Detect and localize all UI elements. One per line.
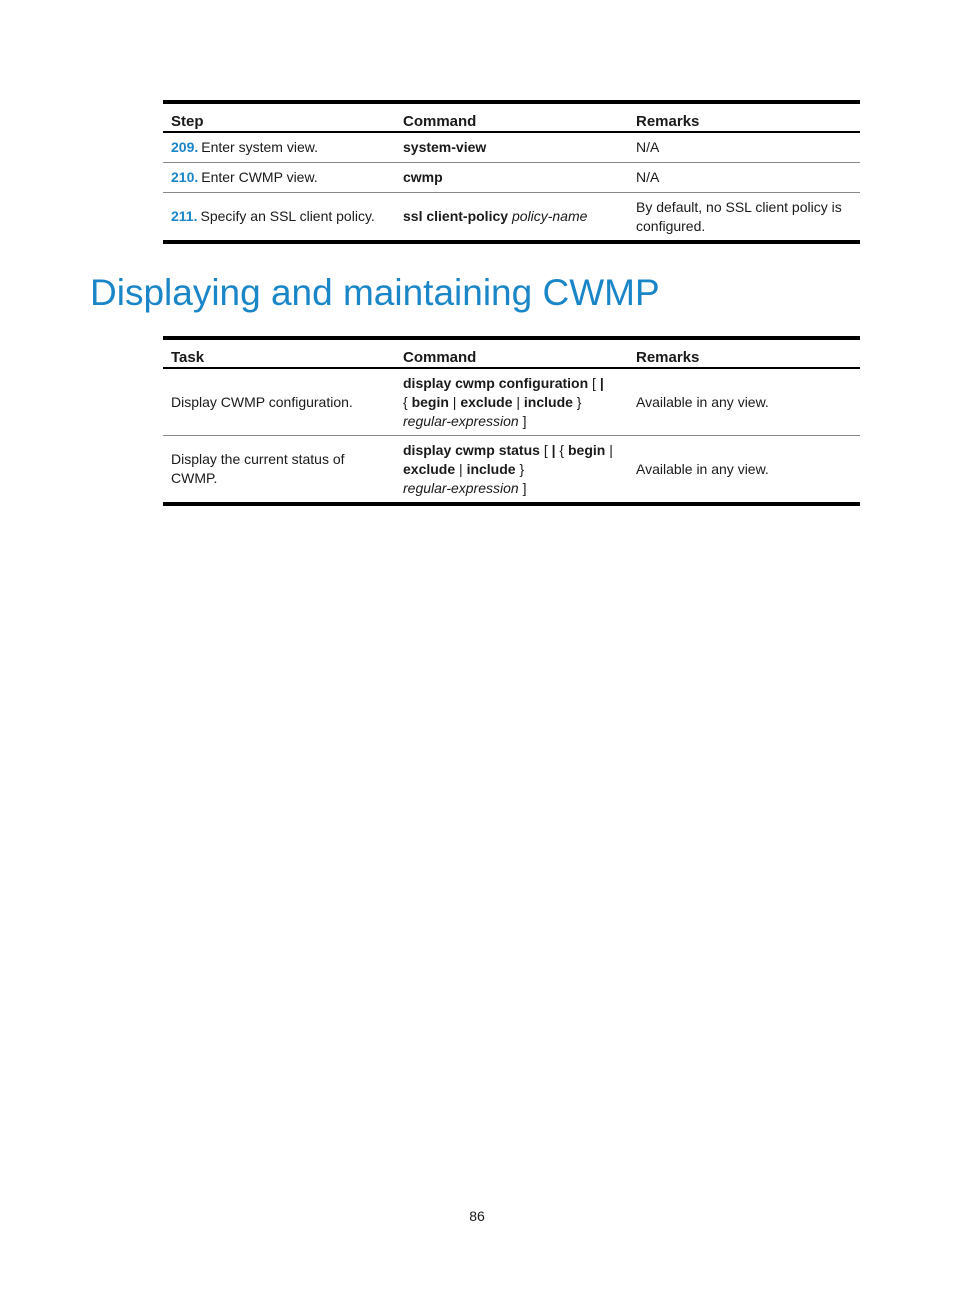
command-keyword: ssl client-policy [403, 208, 509, 224]
header-remarks: Remarks [636, 113, 700, 130]
command-bracket: [ [539, 441, 552, 458]
step-cell [163, 163, 395, 193]
command-keyword: include [466, 460, 516, 477]
command-keyword: begin [568, 441, 606, 458]
task-cell: Display CWMP configuration. [171, 393, 353, 410]
table-row [163, 436, 860, 505]
command-keyword: include [523, 393, 573, 410]
command-cell [395, 368, 628, 436]
remarks-cell: Available in any view. [636, 393, 769, 410]
header-command: Command [403, 113, 477, 130]
command-keyword: display cwmp configuration [403, 374, 589, 391]
command-keyword: exclude [460, 393, 513, 410]
step-text: Enter CWMP view. [201, 169, 318, 185]
command-cell [395, 132, 628, 163]
command-argument: policy-name [511, 208, 588, 224]
remarks-cell: N/A [636, 169, 660, 185]
command-separator: | [455, 460, 467, 477]
step-cell [163, 132, 395, 163]
header-remarks: Remarks [636, 349, 700, 366]
command-brace: { [403, 393, 412, 410]
task-cell: Display the current status of CWMP. [171, 451, 345, 486]
step-cell [163, 193, 395, 243]
command-bracket: ] [518, 479, 527, 496]
command-separator: | [512, 393, 524, 410]
command-keyword: begin [411, 393, 449, 410]
section-title: Displaying and maintaining CWMP [90, 272, 660, 313]
table-header-row [163, 338, 860, 368]
command-cell [395, 163, 628, 193]
command-argument: regular-expression [403, 479, 519, 496]
header-step: Step [171, 113, 204, 130]
step-number: 209. [171, 139, 199, 155]
table-row [163, 368, 860, 436]
page-number: 86 [469, 1208, 485, 1224]
table-row [163, 163, 860, 193]
header-command: Command [403, 349, 477, 366]
remarks-cell: By default, no SSL client policy is configured. [636, 198, 842, 234]
table-header-row [163, 102, 860, 132]
step-command-table [163, 100, 860, 244]
command-pipe: | [551, 441, 556, 458]
remarks-cell: N/A [636, 139, 660, 155]
header-task: Task [171, 349, 205, 366]
command-separator: | [605, 441, 613, 458]
command-keyword: exclude [403, 460, 456, 477]
command-brace: } [515, 460, 525, 477]
command-cell [395, 193, 628, 243]
step-text: Specify an SSL client policy. [200, 208, 375, 224]
command-separator: | [448, 393, 461, 410]
command-cell [395, 436, 628, 505]
command-argument: regular-expression [403, 412, 519, 429]
command-pipe: | [599, 374, 604, 391]
command-brace: { [555, 441, 568, 458]
table-row [163, 193, 860, 243]
display-maintain-table [163, 336, 860, 506]
command-keyword: cwmp [403, 169, 443, 185]
table-row [163, 132, 860, 163]
step-text: Enter system view. [201, 139, 318, 155]
command-keyword: system-view [403, 139, 487, 155]
command-keyword: display cwmp status [403, 441, 540, 458]
step-number: 210. [171, 169, 199, 185]
step-number: 211. [171, 208, 198, 224]
command-bracket: ] [518, 412, 527, 429]
command-bracket: [ [588, 374, 600, 391]
remarks-cell: Available in any view. [636, 460, 769, 477]
command-brace: } [572, 393, 582, 410]
